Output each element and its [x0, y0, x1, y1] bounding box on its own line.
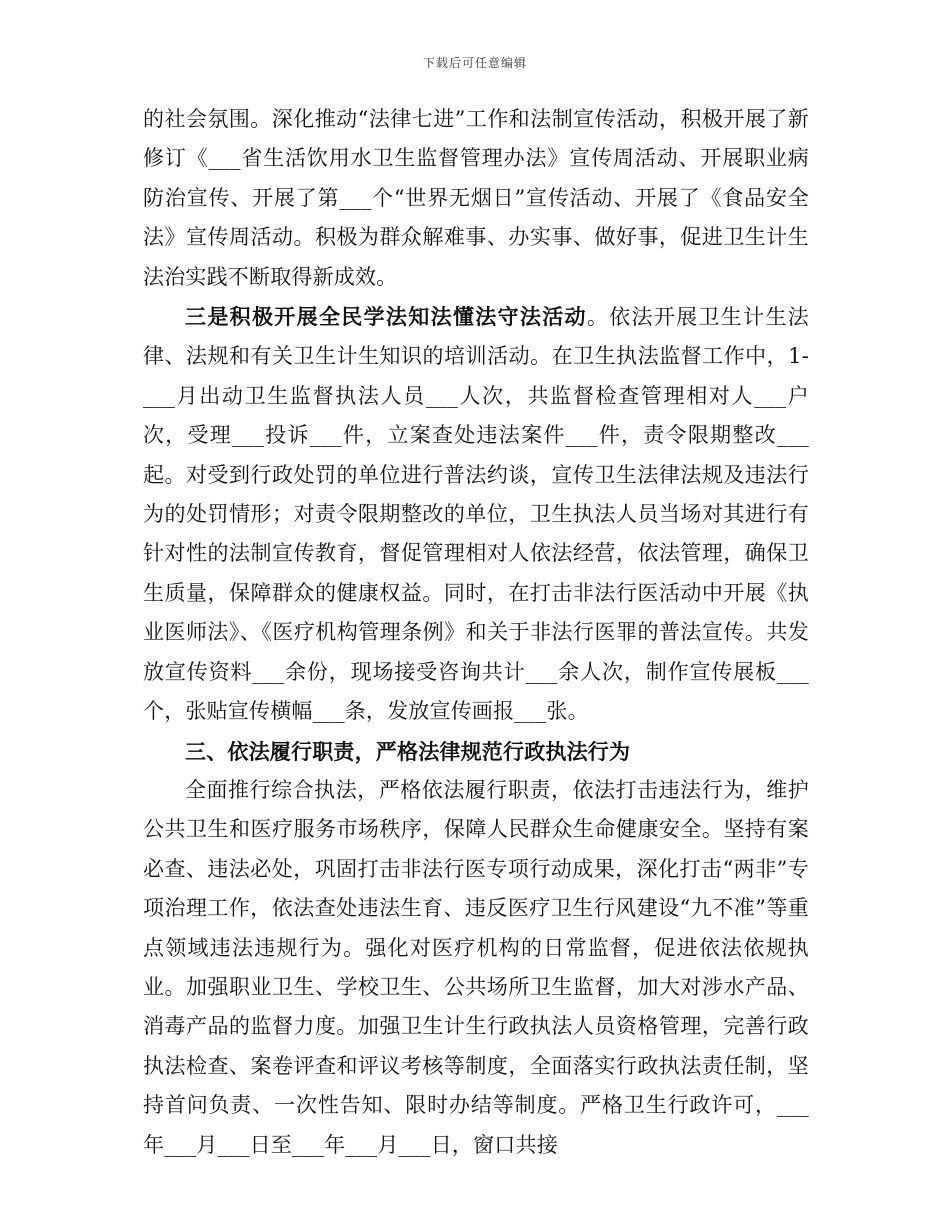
paragraph-enforcement: 全面推行综合执法，严格依法履行职责，依法打击违法行为，维护公共卫生和医疗服务市场秩序，保障人民群众生命健康安全。坚持有案必查、违法必处，巩固打击非法行医专项行动成果，深化打击“两非”专项治理工作，依法查处违法生育、违反医疗卫生行风建设“九不准”等重点领域违法违规行为。强化对医疗机构的日常监督，促进依法依规执业。加强职业卫生、学校卫生、公共场所卫生监督，加大对涉水产品、消毒产品的监督力度。加强卫生计生行政执法人员资格管理，完善行政执法检查、案卷评查和评议考核等制度，全面落实行政执法责任制，坚持首问负责、一次性告知、限时办结等制度。严格卫生行政许可，___年___月___日至___年___月___日，窗口共接: [143, 777, 809, 1157]
page-header: 下载后可任意编辑: [422, 56, 527, 70]
paragraph-law-education: [143, 297, 809, 731]
paragraph-body: 。依法开展卫生计生法律、法规和有关卫生计生知识的培训活动。在卫生执法监督工作中，1-___月出动卫生监督执法人员___人次，共监督检查管理相对人___户次，受理___投诉___件，立案查处违法案件___件，责令限期整改___起。对受到行政处罚的单位进行普法约谈，宣传卫生法律法规及违法行为的处罚情形；对责令限期整改的单位，卫生执法人员当场对其进行有针对性的法制宣传教育，督促管理相对人依法经营，依法管理，确保卫生质量，保障群众的健康权益。同时，在打击非法行医活动中开展《执业医师法》、《医疗机构管理条例》和关于非法行医罪的普法宣传。共发放宣传资料___余份，现场接受咨询共计___余人次，制作宣传展板___个，张贴宣传横幅___条，发放宣传画报___张。: [143, 305, 809, 724]
section-heading-3: 三、依法履行职责，严格法律规范行政执法行为: [185, 738, 631, 764]
paragraph-continuation: 的社会氛围。深化推动“法律七进”工作和法制宣传活动，积极开展了新修订《___省生活饮用水卫生监督管理办法》宣传周活动、开展职业病防治宣传、开展了第___个“世界无烟日”宣传活动、开展了《食品安全法》宣传周活动。积极为群众解难事、办实事、做好事，促进卫生计生法治实践不断取得新成效。: [143, 107, 809, 289]
document-body: [143, 100, 809, 1165]
paragraph-lead-bold: 三是积极开展全民学法知法懂法守法活动: [185, 304, 587, 330]
